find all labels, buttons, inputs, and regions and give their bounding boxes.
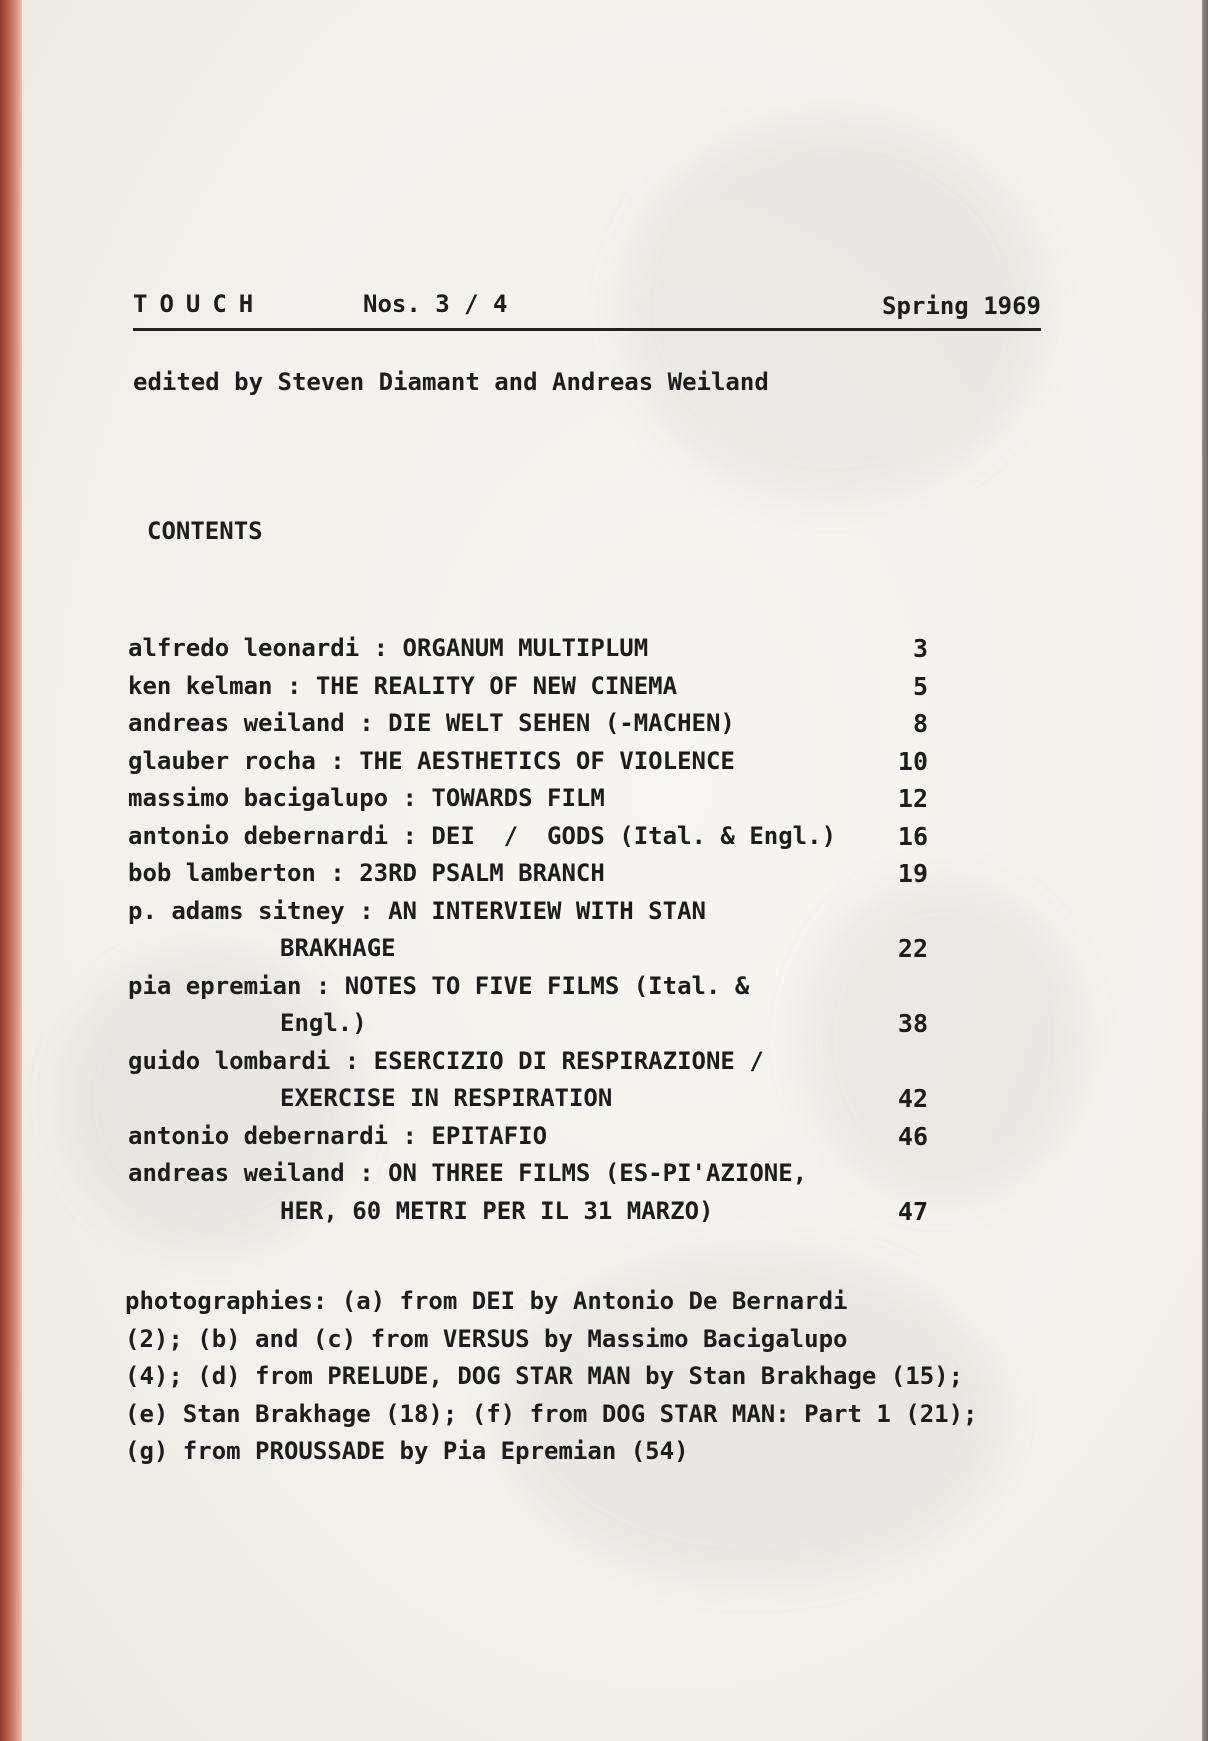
toc-entry-title: pia epremian : NOTES TO FIVE FILMS (Ital. & — [128, 971, 750, 1000]
toc-entry — [128, 705, 928, 743]
toc-entry-continuation: HER, 60 METRI PER IL 31 MARZO) — [280, 1196, 714, 1225]
toc-page-number: 38 — [897, 1009, 928, 1038]
toc-entry-title: ken kelman : THE REALITY OF NEW CINEMA — [128, 671, 678, 700]
contents-heading: CONTENTS — [147, 517, 263, 545]
photo-credit-line: (g) from PROUSSADE by Pia Epremian (54) — [125, 1437, 689, 1465]
toc-entry — [128, 668, 928, 706]
issue-date: Spring 1969 — [882, 292, 1041, 320]
toc-entry-title: andreas weiland : ON THREE FILMS (ES-PI'AZIONE, — [128, 1159, 808, 1187]
toc-entry-title: antonio debernardi : DEI / GODS (Ital. & Engl.) — [128, 821, 837, 850]
toc-entry — [128, 1043, 928, 1118]
toc-entry — [128, 968, 928, 1043]
toc-entry-title: andreas weiland : DIE WELT SEHEN (-MACHEN) — [128, 709, 735, 737]
toc-entry-title: bob lamberton : 23RD PSALM BRANCH — [128, 859, 605, 887]
toc-page-number: 19 — [897, 859, 928, 888]
toc-entry-continuation: EXERCISE IN RESPIRATION — [280, 1084, 613, 1112]
photo-credits — [125, 1283, 1045, 1471]
toc-entry-title: p. adams sitney : AN INTERVIEW WITH STAN — [128, 896, 706, 925]
toc-page-number: 16 — [897, 821, 928, 851]
toc-page-number: 46 — [897, 1121, 928, 1151]
photo-credit-line: photographies: (a) from DEI by Antonio De Bernardi — [125, 1287, 848, 1315]
masthead — [133, 288, 1041, 331]
toc-page-number: 42 — [897, 1084, 928, 1113]
toc-entry-title: massimo bacigalupo : TOWARDS FILM — [128, 784, 605, 812]
toc-page-number: 10 — [897, 746, 928, 776]
toc-page-number: 3 — [912, 634, 928, 663]
toc-entry-title: guido lombardi : ESERCIZIO DI RESPIRAZIONE / — [128, 1046, 764, 1075]
toc-entry — [128, 1118, 928, 1156]
toc-page-number: 22 — [897, 934, 928, 963]
toc-entry — [128, 1155, 928, 1230]
toc-entry — [128, 855, 928, 893]
toc-entry — [128, 893, 928, 968]
editors-line: edited by Steven Diamant and Andreas Weiland — [133, 368, 769, 396]
magazine-title: TOUCH — [133, 290, 266, 318]
issue-number: Nos. 3 / 4 — [363, 290, 508, 318]
table-of-contents — [128, 630, 928, 1230]
toc-entry-title: antonio debernardi : EPITAFIO — [128, 1121, 548, 1150]
toc-entry-title: glauber rocha : THE AESTHETICS OF VIOLENCE — [128, 746, 735, 775]
toc-entry-continuation: BRAKHAGE — [280, 934, 396, 962]
toc-entry-continuation: Engl.) — [280, 1009, 367, 1037]
toc-page-number: 12 — [897, 784, 928, 813]
toc-entry — [128, 743, 928, 781]
photo-credit-line: (4); (d) from PRELUDE, DOG STAR MAN by Stan Brakhage (15); — [125, 1362, 964, 1390]
photo-credit-line: (2); (b) and (c) from VERSUS by Massimo Bacigalupo — [125, 1324, 848, 1353]
toc-page-number: 5 — [912, 671, 928, 701]
toc-entry-title: alfredo leonardi : ORGANUM MULTIPLUM — [128, 634, 649, 662]
toc-page-number: 8 — [912, 709, 928, 738]
toc-entry — [128, 630, 928, 668]
photo-credit-line: (e) Stan Brakhage (18); (f) from DOG STAR MAN: Part 1 (21); — [125, 1399, 978, 1428]
toc-page-number: 47 — [897, 1196, 928, 1226]
toc-entry — [128, 780, 928, 818]
toc-entry — [128, 818, 928, 856]
